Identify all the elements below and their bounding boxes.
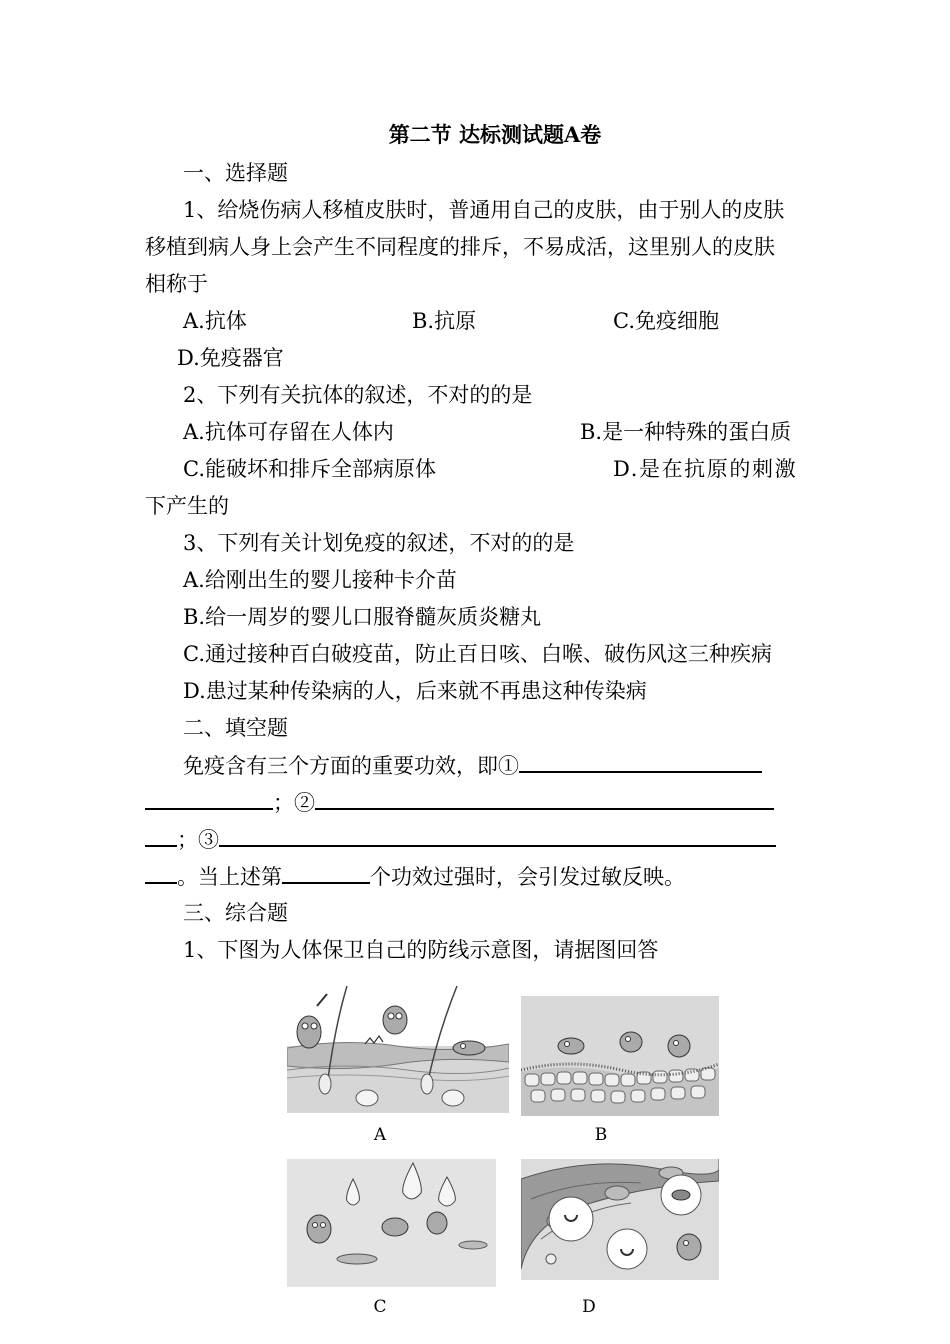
question-3-option-a: A.给刚出生的婴儿接种卡介苗 (183, 568, 457, 592)
figure-c-caption: C (373, 1297, 387, 1317)
fill-blank-1-continued[interactable] (145, 788, 273, 810)
question-4-stem: 1、下图为人体保卫自己的防线示意图，请据图回答 (183, 938, 659, 962)
question-2-option-d-continued: 下产生的 (145, 494, 229, 518)
question-1-option-b: B.抗原 (412, 309, 477, 333)
page-title: 第二节 达标测试题A卷 (388, 122, 602, 147)
fill-line-2 (145, 788, 774, 817)
fill-text-1: 免疫含有三个方面的重要功效，即① (183, 754, 519, 778)
fill-blank-2[interactable] (315, 788, 774, 810)
figure-b-caption: B (594, 1125, 608, 1145)
question-2-option-c: C.能破坏和排斥全部病原体 (183, 457, 436, 481)
fill-blank-1[interactable] (519, 751, 762, 773)
section-heading-fill: 二、填空题 (183, 716, 288, 740)
section-heading-comprehensive: 三、综合题 (183, 901, 288, 925)
fill-line-4 (145, 862, 685, 891)
figure-a-skin-barrier (287, 986, 509, 1113)
question-1-line-1: 1、给烧伤病人移植皮肤时，普通用自己的皮肤，由于别人的皮肤 (183, 198, 785, 222)
question-2-stem: 2、下列有关抗体的叙述，不对的的是 (183, 383, 533, 407)
fill-line-3 (145, 825, 776, 854)
figure-d-caption: D (582, 1297, 596, 1317)
question-2-option-a: A.抗体可存留在人体内 (183, 420, 394, 444)
figure-a-caption: A (373, 1125, 387, 1145)
question-3-option-d: D.患过某种传染病的人，后来就不再患这种传染病 (183, 679, 647, 703)
question-1-option-d: D.免疫器官 (177, 346, 284, 370)
question-3-option-b: B.给一周岁的婴儿口服脊髓灰质炎糖丸 (183, 605, 542, 629)
question-2-option-b: B.是一种特殊的蛋白质 (580, 420, 792, 444)
question-3-option-c: C.通过接种百白破疫苗，防止百日咳、白喉、破伤风这三种疾病 (183, 642, 772, 666)
fill-blank-3-continued[interactable] (145, 862, 177, 884)
fill-blank-2-continued[interactable] (145, 825, 177, 847)
question-1-option-c: C.免疫细胞 (613, 309, 719, 333)
question-2-option-d: D.是在抗原的刺激 (613, 457, 798, 481)
fill-blank-4[interactable] (282, 862, 370, 884)
fill-text-2: ；② (273, 791, 315, 815)
question-1-line-3: 相称于 (145, 272, 208, 296)
figure-d-phagocytes (521, 1159, 719, 1280)
question-1-line-2: 移植到病人身上会产生不同程度的排斥，不易成活，这里别人的皮肤 (145, 235, 775, 259)
fill-line-1 (183, 751, 762, 780)
figure-c-lysozyme (287, 1159, 496, 1287)
fill-text-3: ；③ (177, 828, 219, 852)
section-heading-choice: 一、选择题 (183, 161, 288, 185)
fill-text-4a: 。当上述第 (177, 865, 282, 889)
fill-text-4b: 个功效过强时，会引发过敏反映。 (370, 865, 685, 889)
question-3-stem: 3、下列有关计划免疫的叙述，不对的的是 (183, 531, 575, 555)
question-1-option-a: A.抗体 (183, 309, 247, 333)
fill-blank-3[interactable] (219, 825, 776, 847)
figure-b-mucous-membrane (521, 996, 719, 1116)
